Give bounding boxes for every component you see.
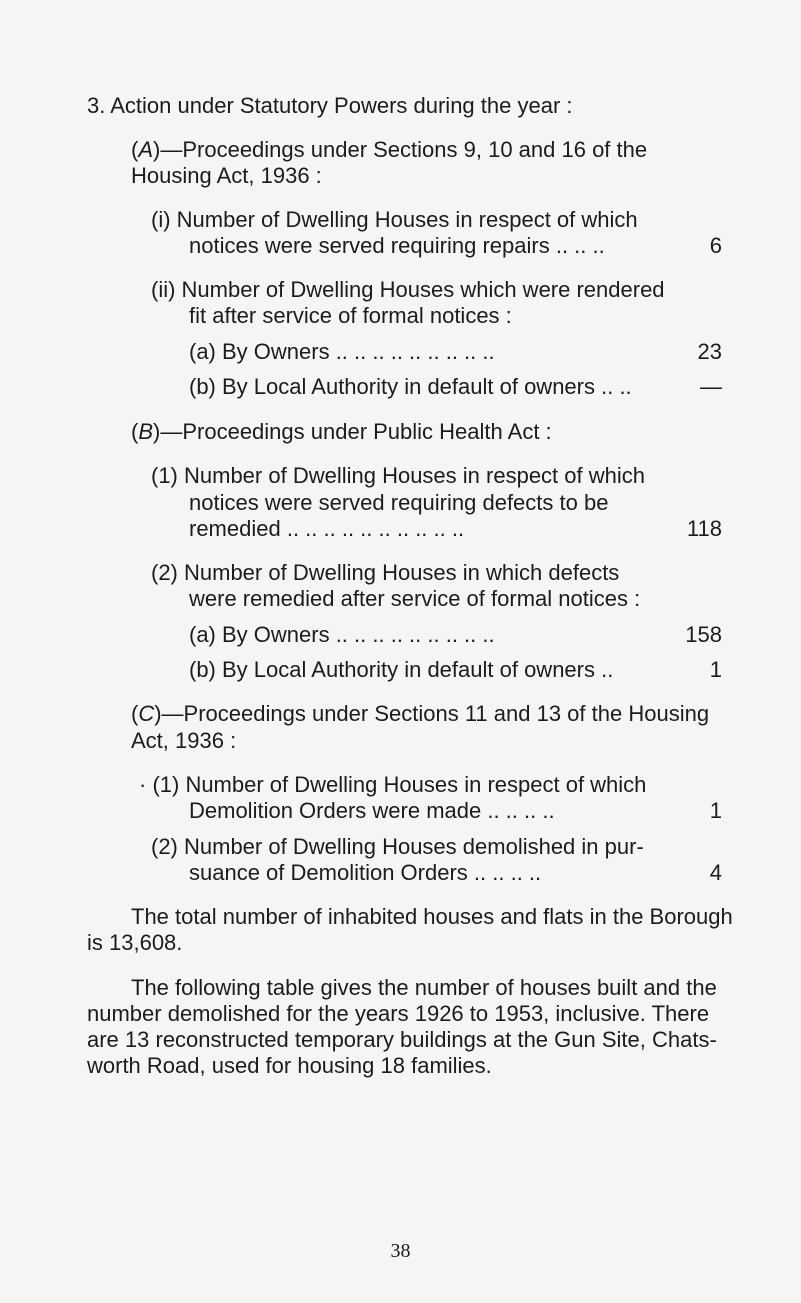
part-a-heading-line2: Housing Act, 1936 : xyxy=(131,163,322,188)
part-b-item-2-line2: were remedied after service of formal notices : xyxy=(189,586,641,611)
paragraph-1-line2: is 13,608. xyxy=(87,930,183,955)
part-c-item-1-line2: Demolition Orders were made .. .. .. .. xyxy=(189,798,555,823)
paragraph-2-line4: worth Road, used for housing 18 families. xyxy=(87,1053,492,1078)
part-a-item-i-line2: notices were served requiring repairs .. .. .. xyxy=(189,233,605,258)
paragraph-2-line3: are 13 reconstructed temporary buildings at the Gun Site, Chats- xyxy=(87,1027,717,1052)
paragraph-2-line1: The following table gives the number of houses built and the xyxy=(131,975,717,1000)
part-a-item-ii-line1: (ii) Number of Dwelling Houses which were rendered xyxy=(151,277,665,302)
part-c-item-2-line2: suance of Demolition Orders .. .. .. .. xyxy=(189,860,542,885)
part-b-item-1-line2: notices were served requiring defects to be xyxy=(189,490,609,515)
part-a-heading: (A)—Proceedings under Sections 9, 10 and 16 of the xyxy=(131,137,648,162)
part-a-item-a-label: (a) By Owners .. .. .. .. .. .. .. .. .. xyxy=(189,339,495,364)
part-a-item-b-value: — xyxy=(700,374,722,399)
part-b-letter: B xyxy=(138,419,154,444)
part-c-item-2-value: 4 xyxy=(709,860,722,885)
part-b-item-b-value: 1 xyxy=(709,657,722,682)
part-a-item-i-line1: (i) Number of Dwelling Houses in respect of which xyxy=(151,207,638,232)
part-c-heading: (C)—Proceedings under Sections 11 and 13 of the Housing xyxy=(131,701,710,726)
part-a-item-a-value: 23 xyxy=(697,339,722,364)
part-c-item-2-line1: (2) Number of Dwelling Houses demolished in pur- xyxy=(151,834,644,859)
paragraph-2-line2: number demolished for the years 1926 to 1953, inclusive. There xyxy=(87,1001,710,1026)
part-b-item-1-line1: (1) Number of Dwelling Houses in respect of which xyxy=(151,463,645,488)
part-a-heading-text: —Proceedings under Sections 9, 10 and 16 of the xyxy=(160,137,648,162)
part-c-heading-line2: Act, 1936 : xyxy=(131,728,237,753)
part-b-item-1-value: 118 xyxy=(686,516,722,541)
part-a-item-ii-line2: fit after service of formal notices : xyxy=(189,303,512,328)
part-b-heading: (B)—Proceedings under Public Health Act : xyxy=(131,419,552,444)
part-c-item-1-value: 1 xyxy=(709,798,722,823)
part-a-item-i-value: 6 xyxy=(709,233,722,258)
part-b-heading-text: —Proceedings under Public Health Act : xyxy=(160,419,552,444)
part-b-item-1-line3: remedied .. .. .. .. .. .. .. .. .. .. xyxy=(189,516,465,541)
paragraph-1-line1: The total number of inhabited houses and flats in the Borough xyxy=(131,904,733,929)
part-b-item-a-value: 158 xyxy=(685,622,722,647)
part-b-item-2-line1: (2) Number of Dwelling Houses in which defects xyxy=(151,560,620,585)
part-c-item-1-line1: · (1) Number of Dwelling Houses in respect of which xyxy=(139,772,647,797)
part-a-item-b-label: (b) By Local Authority in default of owners .. .. xyxy=(189,374,632,399)
part-c-heading-text: —Proceedings under Sections 11 and 13 of the Housing xyxy=(161,701,710,726)
part-b-item-b-label: (b) By Local Authority in default of owners .. xyxy=(189,657,614,682)
part-b-item-a-label: (a) By Owners .. .. .. .. .. .. .. .. .. xyxy=(189,622,495,647)
page-number: 38 xyxy=(390,1240,411,1262)
section-heading: 3. Action under Statutory Powers during the year : xyxy=(87,93,573,118)
part-a-letter: A xyxy=(138,137,154,162)
part-c-letter: C xyxy=(138,701,155,726)
